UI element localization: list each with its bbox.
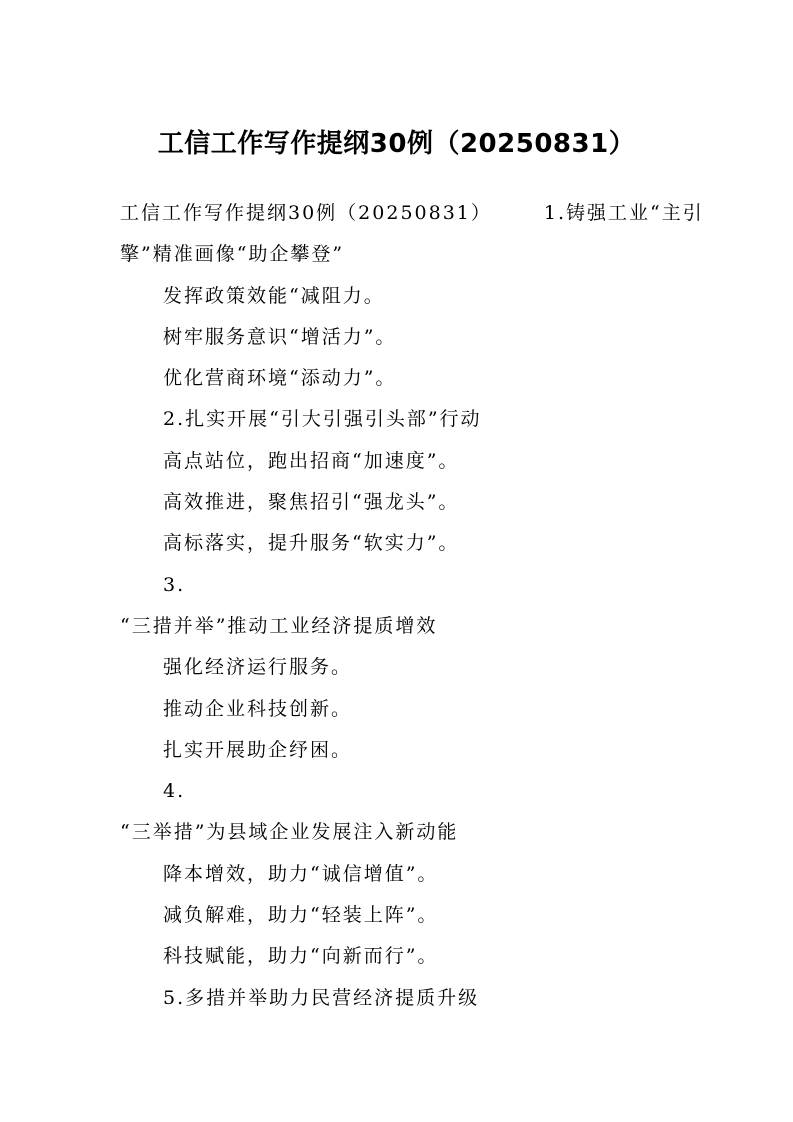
body-line-15: 4. [163, 780, 186, 803]
body-line-1-text: 工信工作写作提纲30例（20250831） [120, 202, 492, 224]
body-line-5: 优化营商环境“添动力”。 [163, 367, 397, 390]
body-line-14: 扎实开展助企纾困。 [163, 738, 353, 761]
body-line-18: 减负解难，助力“轻装上阵”。 [163, 904, 439, 927]
body-line-1-tail: 1.铸强工业“主引 [543, 202, 704, 224]
body-line-16: “三举措”为县域企业发展注入新动能 [120, 821, 459, 844]
body-line-20: 5.多措并举助力民营经济提质升级 [163, 986, 480, 1009]
body-line-12: 强化经济运行服务。 [163, 656, 353, 679]
body-line-9: 高标落实，提升服务“软实力”。 [163, 532, 460, 555]
body-line-19: 科技赋能，助力“向新而行”。 [163, 945, 439, 968]
body-line-2: 擎”精准画像“助企攀登” [120, 243, 345, 266]
body-line-4: 树牢服务意识“增活力”。 [163, 325, 397, 348]
document-title: 工信工作写作提纲30例（20250831） [157, 129, 636, 159]
body-line-17: 降本增效，助力“诚信增值”。 [163, 862, 439, 885]
body-line-11: “三措并举”推动工业经济提质增效 [120, 614, 438, 637]
document-body [120, 193, 704, 1019]
body-line-8: 高效推进，聚焦招引“强龙头”。 [163, 491, 460, 514]
body-line-6: 2.扎实开展“引大引强引头部”行动 [163, 408, 482, 431]
body-line-10: 3. [163, 573, 186, 596]
body-line-13: 推动企业科技创新。 [163, 697, 353, 720]
body-line-7: 高点站位，跑出招商“加速度”。 [163, 449, 460, 472]
body-line-3: 发挥政策效能“减阻力。 [163, 284, 385, 307]
body-line-1 [120, 193, 704, 234]
